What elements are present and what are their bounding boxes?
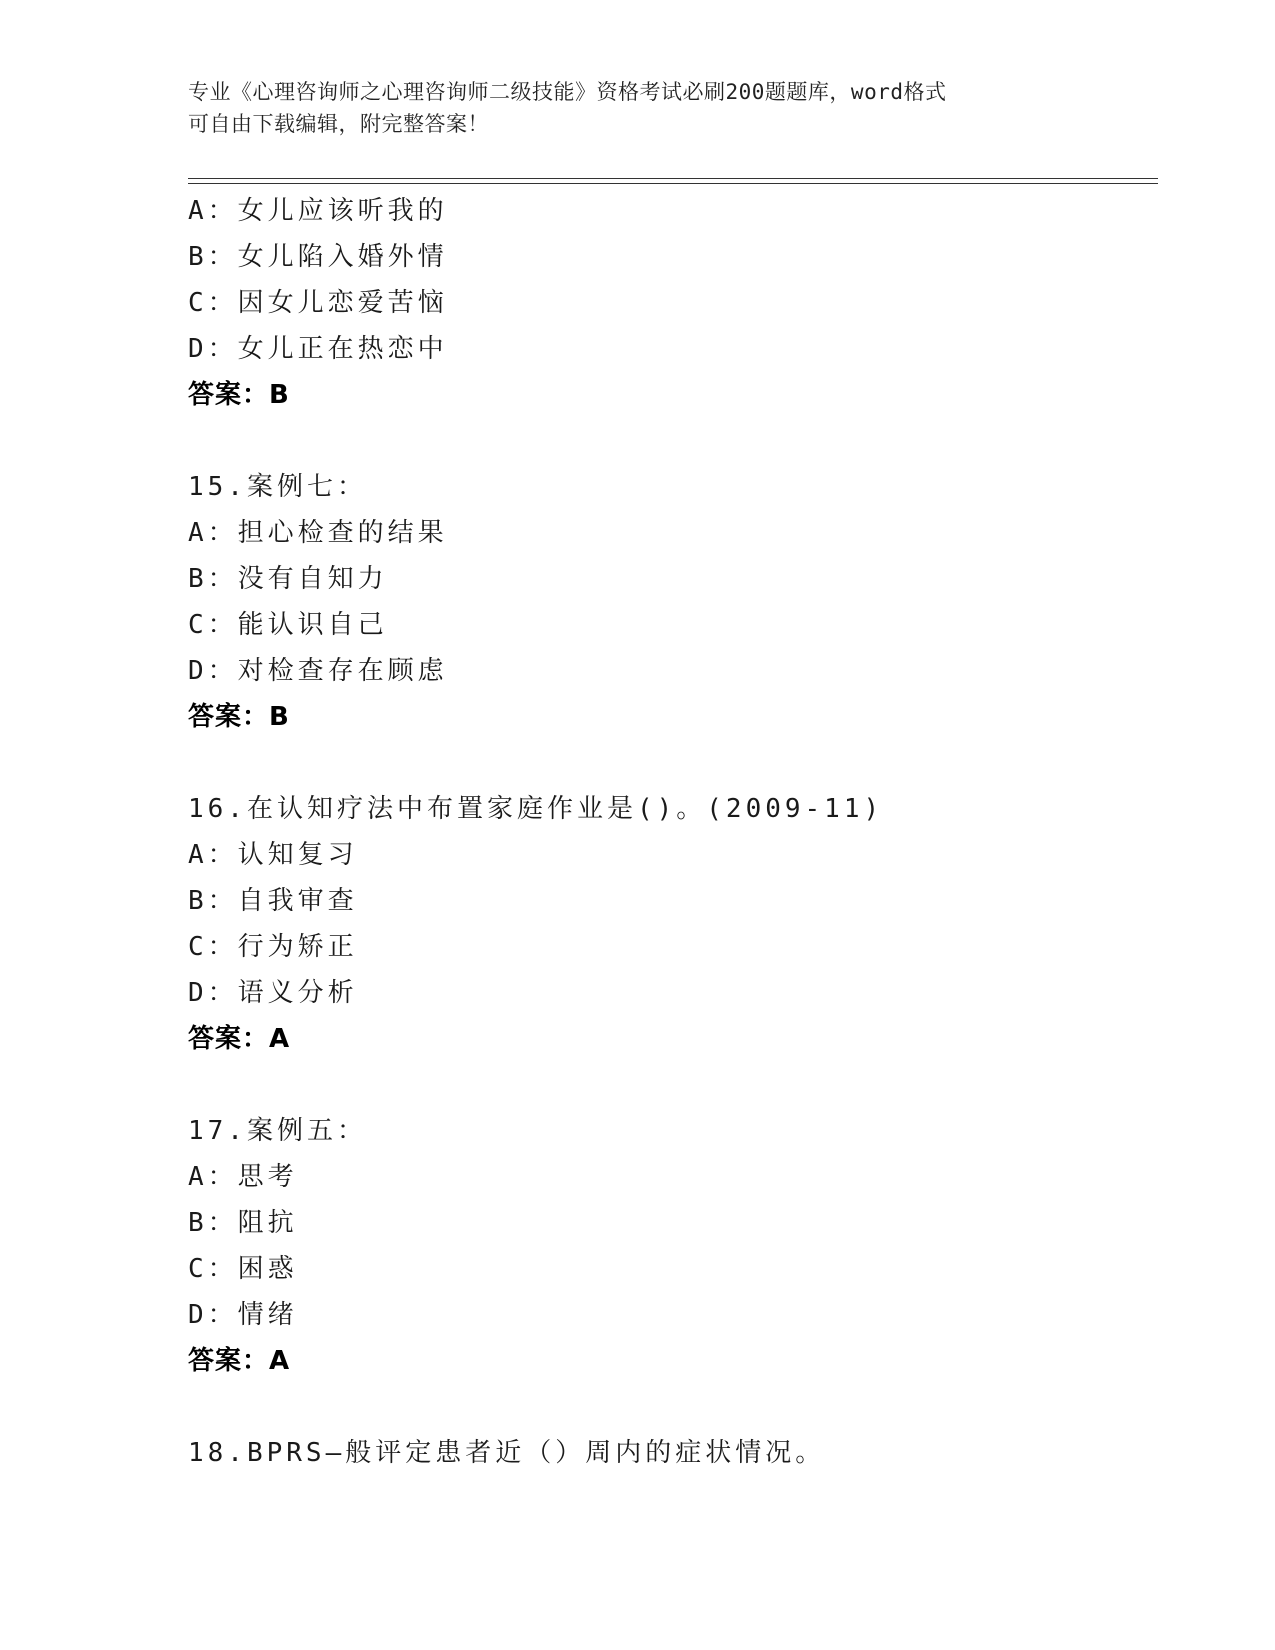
option-a: A：女儿应该听我的 xyxy=(188,196,448,226)
document-header xyxy=(188,76,1088,140)
option-c: C：行为矫正 xyxy=(188,932,358,962)
option-c: C：因女儿恋爱苦恼 xyxy=(188,288,448,318)
spacer xyxy=(188,418,1148,464)
option-c: C：困惑 xyxy=(188,1254,298,1284)
question-list xyxy=(188,188,1148,1476)
question-text: 16.在认知疗法中布置家庭作业是()。(2009-11) xyxy=(188,794,884,824)
option-d: D：女儿正在热恋中 xyxy=(188,334,448,364)
option-b: B：阻抗 xyxy=(188,1208,298,1238)
header-line-1: 专业《心理咨询师之心理咨询师二级技能》资格考试必刷200题题库，word格式 xyxy=(188,80,947,104)
header-divider-bottom xyxy=(188,183,1158,184)
question-text: 17.案例五： xyxy=(188,1116,367,1146)
question-14-block xyxy=(188,188,1148,418)
question-16-block xyxy=(188,786,1148,1062)
option-a: A：认知复习 xyxy=(188,840,358,870)
option-b: B：没有自知力 xyxy=(188,564,388,594)
header-line-2: 可自由下载编辑，附完整答案！ xyxy=(188,112,489,136)
answer-line: 答案：A xyxy=(188,1346,291,1376)
answer-line: 答案：A xyxy=(188,1024,291,1054)
header-divider-top xyxy=(188,178,1158,179)
option-b: B：自我审查 xyxy=(188,886,358,916)
answer-line: 答案：B xyxy=(188,702,290,732)
option-a: A：思考 xyxy=(188,1162,298,1192)
spacer xyxy=(188,1062,1148,1108)
option-b: B：女儿陷入婚外情 xyxy=(188,242,448,272)
question-18-block xyxy=(188,1430,1148,1476)
question-text: 15.案例七： xyxy=(188,472,367,502)
option-d: D：对检查存在顾虑 xyxy=(188,656,448,686)
option-d: D：情绪 xyxy=(188,1300,298,1330)
spacer xyxy=(188,740,1148,786)
answer-line: 答案：B xyxy=(188,380,290,410)
question-text: 18.BPRS—般评定患者近（）周内的症状情况。 xyxy=(188,1438,826,1468)
spacer xyxy=(188,1384,1148,1430)
question-17-block xyxy=(188,1108,1148,1384)
option-d: D：语义分析 xyxy=(188,978,358,1008)
option-a: A：担心检查的结果 xyxy=(188,518,448,548)
option-c: C：能认识自己 xyxy=(188,610,388,640)
question-15-block xyxy=(188,464,1148,740)
